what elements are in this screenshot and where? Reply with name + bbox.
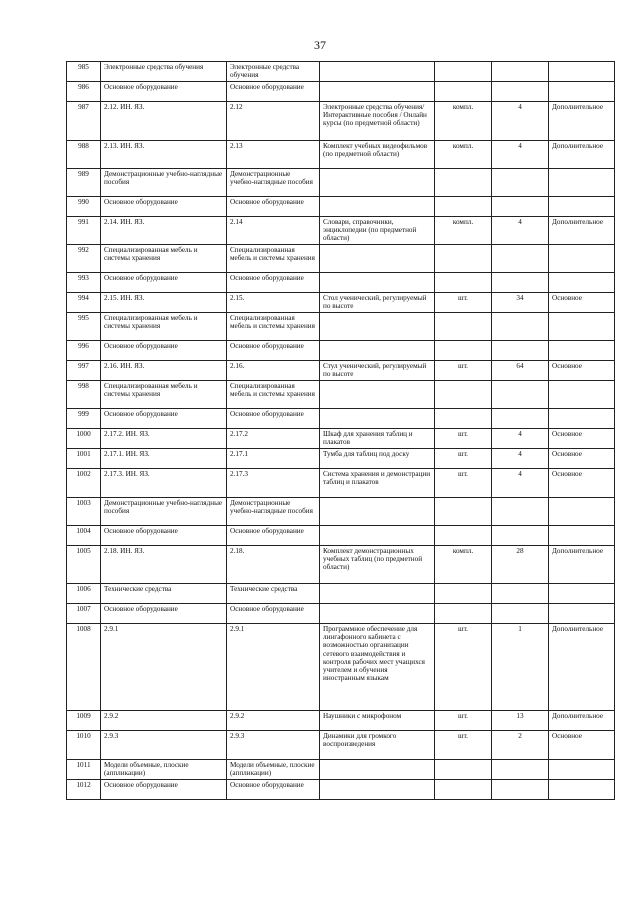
section-ref-cell: 2.12: [227, 102, 320, 141]
unit-cell: [435, 409, 492, 429]
item-code-cell: Основное оборудование: [101, 341, 227, 361]
row-number-cell: 1010: [67, 731, 101, 760]
table-row: [67, 449, 615, 469]
item-code-cell: 2.17.1. ИН. ЯЗ.: [101, 449, 227, 469]
equipment-type-cell: [549, 409, 615, 429]
equipment-type-cell: [549, 498, 615, 526]
section-ref-cell: Специализированная мебель и системы хранения: [227, 381, 320, 409]
section-ref-cell: 2.17.2: [227, 429, 320, 449]
row-number-cell: 1012: [67, 780, 101, 800]
item-code-cell: Основное оборудование: [101, 409, 227, 429]
table-row: [67, 62, 615, 82]
section-ref-cell: 2.9.3: [227, 731, 320, 760]
item-code-cell: Основное оборудование: [101, 526, 227, 546]
table-body: [67, 62, 615, 800]
table-row: [67, 217, 615, 245]
quantity-cell: 4: [492, 141, 549, 169]
quantity-cell: [492, 313, 549, 341]
section-ref-cell: Основное оборудование: [227, 780, 320, 800]
item-name-cell: Система хранения и демонстрации таблиц и плакатов: [320, 469, 435, 498]
equipment-type-cell: [549, 82, 615, 102]
item-name-cell: [320, 273, 435, 293]
item-code-cell: Основное оборудование: [101, 273, 227, 293]
unit-cell: [435, 245, 492, 273]
item-code-cell: Электронные средства обучения: [101, 62, 227, 82]
section-ref-cell: Модели объемные, плоские (аппликации): [227, 760, 320, 780]
item-name-cell: [320, 245, 435, 273]
unit-cell: [435, 584, 492, 604]
item-name-cell: Стол ученический, регулируемый по высоте: [320, 293, 435, 313]
item-name-cell: [320, 381, 435, 409]
table-row: [67, 780, 615, 800]
page-number: 37: [314, 38, 326, 52]
section-ref-cell: 2.9.2: [227, 711, 320, 731]
unit-cell: [435, 381, 492, 409]
section-ref-cell: Технические средства: [227, 584, 320, 604]
quantity-cell: 64: [492, 361, 549, 381]
equipment-type-cell: [549, 604, 615, 624]
equipment-type-cell: [549, 780, 615, 800]
section-ref-cell: 2.16.: [227, 361, 320, 381]
item-code-cell: Специализированная мебель и системы хранения: [101, 313, 227, 341]
quantity-cell: [492, 409, 549, 429]
equipment-type-cell: [549, 273, 615, 293]
equipment-type-cell: Основное: [549, 469, 615, 498]
equipment-type-cell: [549, 381, 615, 409]
section-ref-cell: 2.17.3: [227, 469, 320, 498]
row-number-cell: 1011: [67, 760, 101, 780]
equipment-type-cell: [549, 169, 615, 197]
item-name-cell: Динамики для громкого воспроизведения: [320, 731, 435, 760]
table-row: [67, 273, 615, 293]
table-row: [67, 624, 615, 711]
row-number-cell: 999: [67, 409, 101, 429]
row-number-cell: 1008: [67, 624, 101, 711]
table-row: [67, 498, 615, 526]
table-row: [67, 313, 615, 341]
item-name-cell: [320, 169, 435, 197]
item-name-cell: Электронные средства обучения/Интерактивные пособия / Онлайн курсы (по предметной области): [320, 102, 435, 141]
item-name-cell: Комплект демонстрационных учебных таблиц (по предметной области): [320, 546, 435, 584]
equipment-type-cell: Дополнительное: [549, 624, 615, 711]
quantity-cell: 34: [492, 293, 549, 313]
table-row: [67, 197, 615, 217]
table-row: [67, 760, 615, 780]
item-name-cell: [320, 82, 435, 102]
unit-cell: [435, 62, 492, 82]
row-number-cell: 994: [67, 293, 101, 313]
equipment-type-cell: Дополнительное: [549, 217, 615, 245]
quantity-cell: [492, 526, 549, 546]
unit-cell: шт.: [435, 469, 492, 498]
equipment-type-cell: Дополнительное: [549, 102, 615, 141]
quantity-cell: [492, 780, 549, 800]
equipment-type-cell: Дополнительное: [549, 546, 615, 584]
table-row: [67, 526, 615, 546]
equipment-table: [66, 61, 615, 800]
unit-cell: [435, 197, 492, 217]
unit-cell: компл.: [435, 217, 492, 245]
equipment-type-cell: [549, 245, 615, 273]
table-row: [67, 469, 615, 498]
quantity-cell: 4: [492, 469, 549, 498]
equipment-type-cell: Основное: [549, 731, 615, 760]
unit-cell: [435, 604, 492, 624]
quantity-cell: 4: [492, 449, 549, 469]
unit-cell: [435, 760, 492, 780]
row-number-cell: 993: [67, 273, 101, 293]
equipment-type-cell: [549, 313, 615, 341]
quantity-cell: 4: [492, 102, 549, 141]
item-code-cell: Основное оборудование: [101, 780, 227, 800]
section-ref-cell: Электронные средства обучения: [227, 62, 320, 82]
item-code-cell: Модели объемные, плоские (аппликации): [101, 760, 227, 780]
section-ref-cell: 2.15.: [227, 293, 320, 313]
item-name-cell: [320, 780, 435, 800]
quantity-cell: [492, 498, 549, 526]
section-ref-cell: Основное оборудование: [227, 526, 320, 546]
quantity-cell: 4: [492, 217, 549, 245]
item-name-cell: [320, 409, 435, 429]
section-ref-cell: Специализированная мебель и системы хранения: [227, 245, 320, 273]
unit-cell: компл.: [435, 102, 492, 141]
row-number-cell: 1005: [67, 546, 101, 584]
quantity-cell: 4: [492, 429, 549, 449]
equipment-type-cell: [549, 62, 615, 82]
row-number-cell: 1003: [67, 498, 101, 526]
row-number-cell: 992: [67, 245, 101, 273]
quantity-cell: 1: [492, 624, 549, 711]
item-name-cell: Словари, справочники, энциклопедии (по предметной области): [320, 217, 435, 245]
equipment-type-cell: [549, 584, 615, 604]
unit-cell: шт.: [435, 361, 492, 381]
table-row: [67, 604, 615, 624]
row-number-cell: 985: [67, 62, 101, 82]
section-ref-cell: Основное оборудование: [227, 341, 320, 361]
quantity-cell: [492, 584, 549, 604]
quantity-cell: [492, 82, 549, 102]
row-number-cell: 988: [67, 141, 101, 169]
unit-cell: шт.: [435, 429, 492, 449]
item-code-cell: 2.15. ИН. ЯЗ.: [101, 293, 227, 313]
quantity-cell: [492, 62, 549, 82]
row-number-cell: 1000: [67, 429, 101, 449]
section-ref-cell: 2.18.: [227, 546, 320, 584]
unit-cell: [435, 341, 492, 361]
item-name-cell: [320, 313, 435, 341]
section-ref-cell: Основное оборудование: [227, 197, 320, 217]
item-code-cell: Технические средства: [101, 584, 227, 604]
table-row: [67, 584, 615, 604]
table-row: [67, 429, 615, 449]
row-number-cell: 1009: [67, 711, 101, 731]
row-number-cell: 1002: [67, 469, 101, 498]
item-name-cell: Стул ученический, регулируемый по высоте: [320, 361, 435, 381]
item-code-cell: 2.9.3: [101, 731, 227, 760]
equipment-type-cell: Дополнительное: [549, 711, 615, 731]
row-number-cell: 1007: [67, 604, 101, 624]
quantity-cell: 28: [492, 546, 549, 584]
unit-cell: [435, 780, 492, 800]
quantity-cell: [492, 341, 549, 361]
item-name-cell: [320, 197, 435, 217]
equipment-type-cell: Основное: [549, 429, 615, 449]
table-row: [67, 546, 615, 584]
section-ref-cell: 2.13: [227, 141, 320, 169]
item-name-cell: Шкаф для хранения таблиц и плакатов: [320, 429, 435, 449]
table-row: [67, 361, 615, 381]
row-number-cell: 991: [67, 217, 101, 245]
quantity-cell: 2: [492, 731, 549, 760]
quantity-cell: [492, 760, 549, 780]
unit-cell: шт.: [435, 731, 492, 760]
quantity-cell: [492, 273, 549, 293]
table-row: [67, 731, 615, 760]
section-ref-cell: 2.9.1: [227, 624, 320, 711]
unit-cell: [435, 169, 492, 197]
item-code-cell: Демонстрационные учебно-наглядные пособия: [101, 169, 227, 197]
unit-cell: [435, 498, 492, 526]
unit-cell: [435, 313, 492, 341]
row-number-cell: 987: [67, 102, 101, 141]
unit-cell: шт.: [435, 624, 492, 711]
item-code-cell: Основное оборудование: [101, 197, 227, 217]
quantity-cell: [492, 381, 549, 409]
item-code-cell: 2.18. ИН. ЯЗ.: [101, 546, 227, 584]
item-code-cell: Специализированная мебель и системы хранения: [101, 381, 227, 409]
row-number-cell: 995: [67, 313, 101, 341]
unit-cell: компл.: [435, 141, 492, 169]
table-row: [67, 102, 615, 141]
table-row: [67, 409, 615, 429]
item-code-cell: Демонстрационные учебно-наглядные пособия: [101, 498, 227, 526]
row-number-cell: 990: [67, 197, 101, 217]
row-number-cell: 989: [67, 169, 101, 197]
equipment-type-cell: [549, 341, 615, 361]
row-number-cell: 1001: [67, 449, 101, 469]
row-number-cell: 986: [67, 82, 101, 102]
row-number-cell: 1006: [67, 584, 101, 604]
equipment-type-cell: [549, 526, 615, 546]
unit-cell: шт.: [435, 711, 492, 731]
unit-cell: шт.: [435, 293, 492, 313]
section-ref-cell: Демонстрационные учебно-наглядные пособия: [227, 169, 320, 197]
section-ref-cell: Основное оборудование: [227, 273, 320, 293]
unit-cell: шт.: [435, 449, 492, 469]
equipment-type-cell: Основное: [549, 361, 615, 381]
table-row: [67, 341, 615, 361]
row-number-cell: 998: [67, 381, 101, 409]
item-code-cell: 2.9.1: [101, 624, 227, 711]
item-code-cell: 2.12. ИН. ЯЗ.: [101, 102, 227, 141]
quantity-cell: [492, 169, 549, 197]
unit-cell: [435, 82, 492, 102]
item-name-cell: [320, 584, 435, 604]
row-number-cell: 1004: [67, 526, 101, 546]
item-code-cell: Специализированная мебель и системы хранения: [101, 245, 227, 273]
item-code-cell: 2.14. ИН. ЯЗ.: [101, 217, 227, 245]
table-row: [67, 141, 615, 169]
row-number-cell: 996: [67, 341, 101, 361]
section-ref-cell: Основное оборудование: [227, 82, 320, 102]
unit-cell: [435, 526, 492, 546]
section-ref-cell: Демонстрационные учебно-наглядные пособия: [227, 498, 320, 526]
item-name-cell: [320, 498, 435, 526]
item-name-cell: [320, 341, 435, 361]
table-row: [67, 245, 615, 273]
item-name-cell: Программное обеспечение для лингафонного кабинета с возможностью организации сетевого взаимодействия и контроля рабочих мест учащихся учителем и обучения иностранным языкам: [320, 624, 435, 711]
item-code-cell: 2.17.2. ИН. ЯЗ.: [101, 429, 227, 449]
quantity-cell: [492, 604, 549, 624]
section-ref-cell: 2.14: [227, 217, 320, 245]
item-code-cell: 2.9.2: [101, 711, 227, 731]
table-row: [67, 169, 615, 197]
item-name-cell: Наушники с микрофоном: [320, 711, 435, 731]
quantity-cell: 13: [492, 711, 549, 731]
equipment-type-cell: [549, 760, 615, 780]
item-code-cell: 2.17.3. ИН. ЯЗ.: [101, 469, 227, 498]
item-code-cell: Основное оборудование: [101, 604, 227, 624]
item-name-cell: [320, 760, 435, 780]
section-ref-cell: Основное оборудование: [227, 409, 320, 429]
unit-cell: [435, 273, 492, 293]
item-name-cell: [320, 526, 435, 546]
equipment-type-cell: Дополнительное: [549, 141, 615, 169]
item-name-cell: Тумба для таблиц под доску: [320, 449, 435, 469]
table-row: [67, 711, 615, 731]
section-ref-cell: Специализированная мебель и системы хранения: [227, 313, 320, 341]
section-ref-cell: Основное оборудование: [227, 604, 320, 624]
equipment-type-cell: [549, 197, 615, 217]
unit-cell: компл.: [435, 546, 492, 584]
quantity-cell: [492, 245, 549, 273]
item-name-cell: [320, 62, 435, 82]
item-code-cell: 2.16. ИН. ЯЗ.: [101, 361, 227, 381]
section-ref-cell: 2.17.1: [227, 449, 320, 469]
table-row: [67, 381, 615, 409]
equipment-type-cell: Основное: [549, 293, 615, 313]
equipment-type-cell: Основное: [549, 449, 615, 469]
table-row: [67, 82, 615, 102]
item-code-cell: 2.13. ИН. ЯЗ.: [101, 141, 227, 169]
item-code-cell: Основное оборудование: [101, 82, 227, 102]
item-name-cell: Комплект учебных видеофильмов (по предметной области): [320, 141, 435, 169]
row-number-cell: 997: [67, 361, 101, 381]
item-name-cell: [320, 604, 435, 624]
quantity-cell: [492, 197, 549, 217]
table-row: [67, 293, 615, 313]
